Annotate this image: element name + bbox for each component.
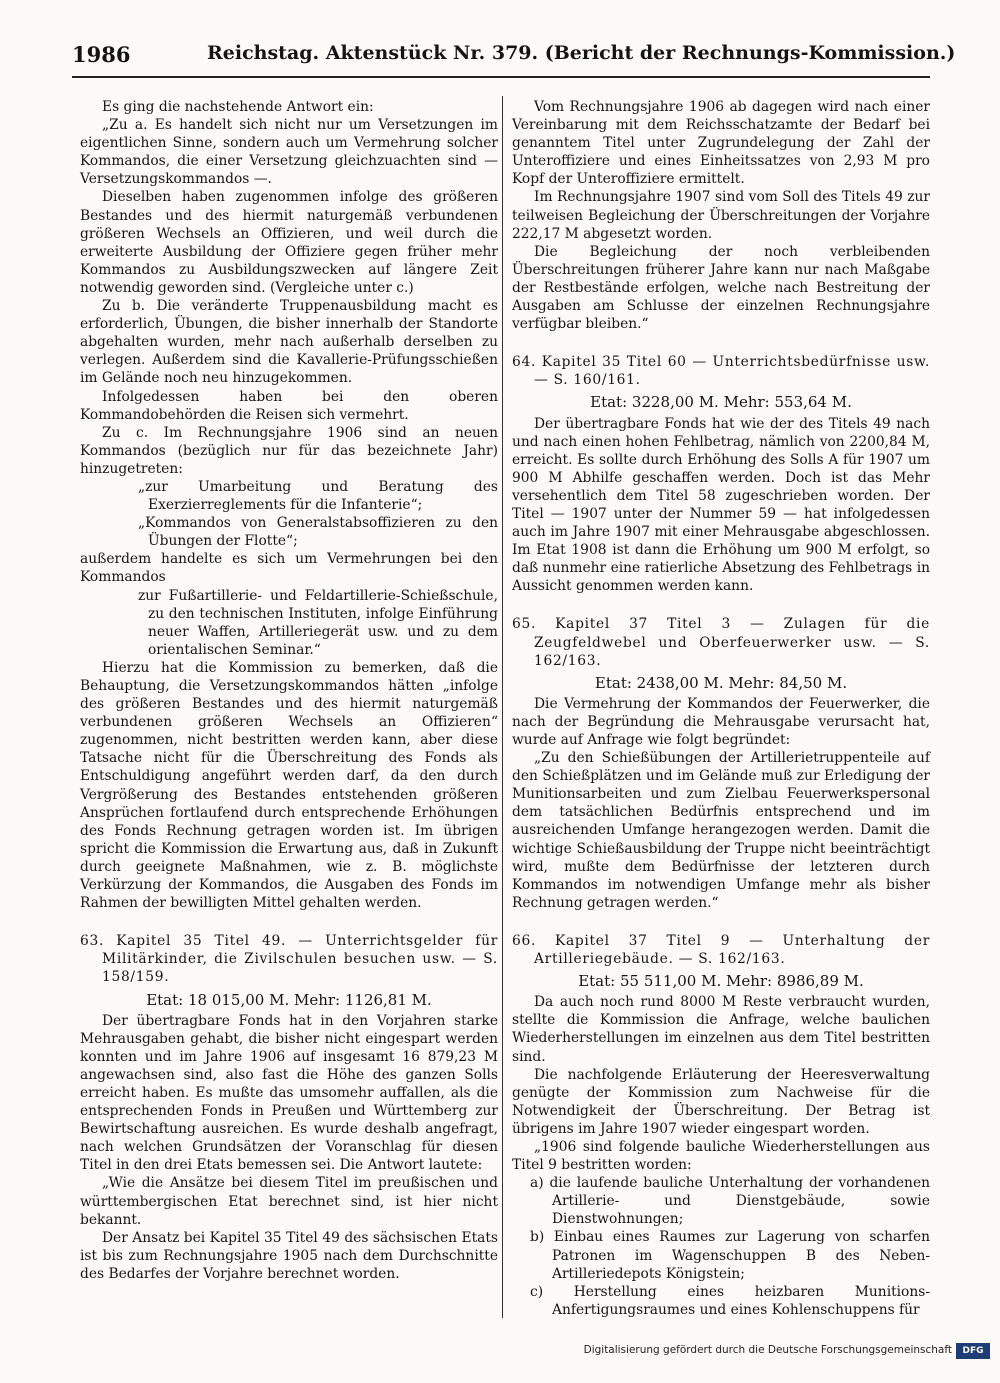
page-header xyxy=(72,40,956,80)
paragraph: Da auch noch rund 8000 M Reste verbraucht wurden, stellte die Kommission die Anfrage, welche baulichen Wiederherstellungen im einzelnen aus dem Titel bestritten sind. xyxy=(512,994,930,1065)
section-heading-64: 64. Kapitel 35 Titel 60 — Unterrichtsbedürfnisse usw. — S. 160/161. xyxy=(512,354,930,389)
quote-list-item: „Kommandos von Generalstabsoffizieren zu den Übungen der Flotte“; xyxy=(138,515,498,550)
section-heading-63: 63. Kapitel 35 Titel 49. — Unterrichtsgelder für Militärkinder, die Zivilschulen besuchen usw. — S. 158/159. xyxy=(80,933,498,986)
running-title: Reichstag. Aktenstück Nr. 379. (Bericht der Rechnungs-Kommission.) xyxy=(207,42,956,64)
left-column xyxy=(80,98,498,1283)
quote-paragraph: „Zu den Schießübungen der Artillerietruppenteile auf den Schießplätzen und im Gelände muß zur Erledigung der Munitionsarbeiten und zum Zielbau Feuerwerkspersonal dem tatsächlichen Bedürfnis entsprechend und im ausreichenden Umfange herangezogen werden. Damit die wichtige Schießausbildung der Truppe nicht beeinträchtigt wird, mußte dem Bedürfnisse der letzteren durch Kommandos im notwendigen Umfange mehr als bisher Rechnung getragen werden.“ xyxy=(512,750,930,911)
paragraph: Der übertragbare Fonds hat in den Vorjahren starke Mehrausgaben gehabt, die bisher nicht eingespart werden konnten und im Jahre 1906 auf insgesamt 16 879,23 M angewachsen sind, also fast die Höhe des ganzen Solls erreicht haben. Es mußte das umsomehr auffallen, als die entsprechenden Fonds in Preußen und Württemberg zur Bewirtschaftung ausreichen. Es wurde deshalb angefragt, nach welchen Grundsätzen der Voranschlag für diesen Titel in den drei Etats bemessen sei. Die Antwort lautete: xyxy=(80,1012,498,1174)
paragraph: Die Vermehrung der Kommandos der Feuerwerker, die nach der Begründung die Mehrausgabe verursacht hat, wurde auf Anfrage wie folgt begründet: xyxy=(512,695,930,748)
paragraph: Die nachfolgende Erläuterung der Heeresverwaltung genügte der Kommission zum Nachweise für die Notwendigkeit der Überschreitung. Der Betrag ist übrigens im Jahre 1907 wieder eingespart worden. xyxy=(512,1066,930,1137)
quote-list-item: zur Fußartillerie- und Feldartillerie-Schießschule, zu den technischen Instituten, infolge Einführung neuer Waffen, Artilleriegerät usw. und zu dem orientalischen Seminar.“ xyxy=(138,587,498,658)
quote-paragraph: „1906 sind folgende bauliche Wiederherstellungen aus Titel 9 bestritten worden: xyxy=(512,1138,930,1174)
etat-line-65: Etat: 2438,00 M. Mehr: 84,50 M. xyxy=(594,673,848,692)
paragraph: außerdem handelte es sich um Vermehrungen bei den Kommandos xyxy=(80,551,498,586)
etat-line-64: Etat: 3228,00 M. Mehr: 553,64 M. xyxy=(590,393,852,412)
etat-line-66: Etat: 55 511,00 M. Mehr: 8986,89 M. xyxy=(578,972,864,991)
quote-paragraph: Im Rechnungsjahre 1907 sind vom Soll des Titels 49 zur teilweisen Begleichung der Überschreitungen der Vorjahre 222,17 M abgesetzt worden. xyxy=(512,189,930,242)
paragraph: Hierzu hat die Kommission zu bemerken, daß die Behauptung, die Versetzungskommandos hätten „infolge des größeren Bestandes und des hiermit naturgemäß verbundenen größeren Wechsels an Offizieren“ zugenommen, nicht bestritten werden kann, aber diese Tatsache nicht für die Überschreitung des Fonds als Entschuldigung angeführt werden darf, da den durch Vergrößerung des Bestandes entstehenden größeren Ansprüchen fortlaufend durch entsprechende Erhöhungen des Fonds Rechnung getragen worden ist. Im übrigen spricht die Kommission die Erwartung aus, daß in Zukunft durch geeignete Maßnahmen, wie z. B. möglichste Verkürzung der Kommandos, die Ausgaben des Fonds im Rahmen der bewilligten Mittel gehalten werden. xyxy=(80,659,498,912)
list-item-a: a) die laufende bauliche Unterhaltung der vorhandenen Artillerie- und Dienstgebäude, sowie Dienstwohnungen; xyxy=(530,1175,930,1228)
list-item-b: b) Einbau eines Raumes zur Lagerung von scharfen Patronen im Wagenschuppen B des Neben-Artilleriedepots Königstein; xyxy=(530,1229,930,1282)
page-number: 1986 xyxy=(72,42,131,67)
section-heading-66: 66. Kapitel 37 Titel 9 — Unterhaltung der Artilleriegebäude. — S. 162/163. xyxy=(512,932,930,968)
right-column xyxy=(512,98,930,1319)
quote-paragraph: „Wie die Ansätze bei diesem Titel im preußischen und württembergischen Etat berechnet sind, ist hier nicht bekannt. xyxy=(80,1175,498,1228)
paragraph: Der übertragbare Fonds hat wie der des Titels 49 nach und nach einen hohen Fehlbetrag, nämlich von 2200,84 M, erreicht. Es sollte durch Erhöhung des Solls A für 1907 um 900 M Abhilfe geschaffen werden. Doch ist das Mehr versehentlich dem Titel 58 zugeschrieben worden. Der Titel — 1907 unter der Nummer 59 — hat infolgedessen auch im Jahre 1907 mit einer Mehrausgabe abgeschlossen. Im Etat 1908 ist dann die Erhöhung um 900 M erfolgt, so daß nunmehr eine ratierliche Absetzung des Fehlbetrags in Aussicht genommen werden kann. xyxy=(512,415,930,595)
quote-paragraph: „Zu a. Es handelt sich nicht nur um Versetzungen im eigentlichen Sinne, sondern auch um Vermehrung solcher Kommandos, die einer Versetzung gleichzuachten sind — Versetzungskommandos —. xyxy=(80,117,498,188)
quote-paragraph: Dieselben haben zugenommen infolge des größeren Bestandes und des hiermit naturgemäß verbundenen größeren Wechsels an Offizieren, und weil durch die erweiterte Ausbildung der Offiziere gegen früher mehr Kommandos zu Ausbildungszwecken auf längere Zeit notwendig geworden sind. (Vergleiche unter c.) xyxy=(80,189,498,296)
paragraph: Es ging die nachstehende Antwort ein: xyxy=(102,99,374,115)
page-footer xyxy=(583,1341,1000,1363)
quote-paragraph: Die Begleichung der noch verbleibenden Überschreitungen früherer Jahre kann nur nach Maßgabe der Restbestände erfolgen, welche nach Bestreitung der Ausgaben am Schlusse der einzelnen Rechnungsjahre verfügbar bleiben.“ xyxy=(512,243,930,333)
quote-paragraph: Zu c. Im Rechnungsjahre 1906 sind an neuen Kommandos (bezüglich nur für das bezeichnete Jahr) hinzugetreten: xyxy=(80,424,498,477)
quote-list-item: „zur Umarbeitung und Beratung des Exerzierreglements für die Infanterie“; xyxy=(138,478,498,514)
header-rule xyxy=(72,76,930,78)
quote-paragraph: Infolgedessen haben bei den oberen Kommandobehörden die Reisen sich vermehrt. xyxy=(80,388,498,423)
digitization-credit: Digitalisierung gefördert durch die Deutsche Forschungsgemeinschaft xyxy=(583,1344,952,1356)
etat-line-63: Etat: 18 015,00 M. Mehr: 1126,81 M. xyxy=(146,990,432,1009)
quote-paragraph: Der Ansatz bei Kapitel 35 Titel 49 des sächsischen Etats ist bis zum Rechnungsjahre 1905 nach dem Durchschnitte des Bedarfes der Vorjahre berechnet worden. xyxy=(80,1229,498,1282)
quote-paragraph: Zu b. Die veränderte Truppenausbildung macht es erforderlich, Übungen, die bisher innerhalb der Standorte abgehalten wurden, mehr nach außerhalb derselben zu verlegen. Außerdem sind die Kavallerie-Prüfungsschießen im Gelände noch neu hinzugekommen. xyxy=(80,298,498,387)
list-item-c: c) Herstellung eines heizbaren Munitions-Anfertigungsraumes und eines Kohlenschuppens für xyxy=(530,1283,930,1318)
column-divider xyxy=(502,96,503,1318)
section-heading-65: 65. Kapitel 37 Titel 3 — Zulagen für die Zeugfeldwebel und Oberfeuerwerker usw. — S. 162/163. xyxy=(512,616,930,669)
dfg-logo: DFG xyxy=(956,1343,990,1359)
quote-paragraph: Vom Rechnungsjahre 1906 ab dagegen wird nach einer Vereinbarung mit dem Reichsschatzamte der Bedarf bei genanntem Titel unter Zugrundelegung der Zahl der Unteroffiziere und eines Einheitssatzes von 2,93 M pro Kopf der Unteroffiziere ermittelt. xyxy=(512,99,930,188)
